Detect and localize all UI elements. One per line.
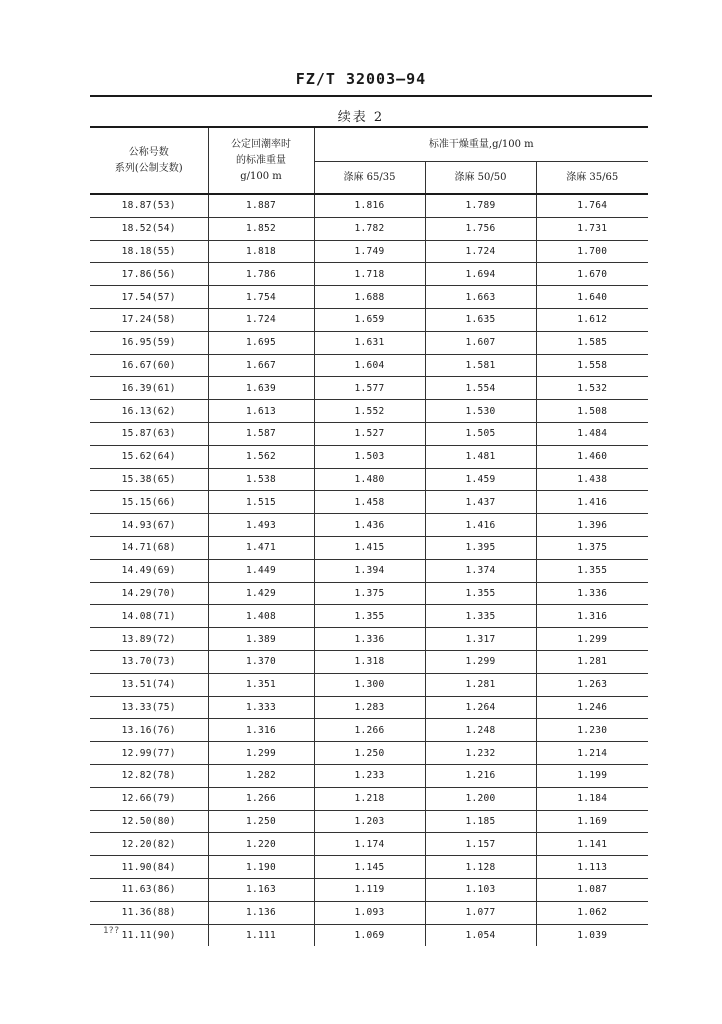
blend-65-35-cell: 1.458 <box>314 491 425 514</box>
blend-35-65-cell: 1.731 <box>536 217 648 240</box>
standard-weight-cell: 1.515 <box>208 491 314 514</box>
table-row <box>90 628 648 651</box>
table-row <box>90 764 648 787</box>
nominal-count-cell: 16.95(59) <box>90 331 208 354</box>
standard-weight-cell: 1.667 <box>208 354 314 377</box>
nominal-count-cell: 13.89(72) <box>90 628 208 651</box>
table-row <box>90 878 648 901</box>
blend-50-50-cell: 1.581 <box>425 354 536 377</box>
table-row <box>90 331 648 354</box>
nominal-count-cell: 14.71(68) <box>90 536 208 559</box>
page-number: 1?? <box>103 926 120 936</box>
blend-35-65-cell: 1.199 <box>536 764 648 787</box>
standard-weight-cell: 1.408 <box>208 605 314 628</box>
blend-35-65-cell: 1.532 <box>536 377 648 400</box>
blend-65-35-cell: 1.174 <box>314 833 425 856</box>
nominal-count-cell: 12.50(80) <box>90 810 208 833</box>
header-nominal-count-line2: 系列(公制支数) <box>114 162 183 174</box>
standard-weight-cell: 1.613 <box>208 400 314 423</box>
standard-weight-cell: 1.852 <box>208 217 314 240</box>
blend-50-50-cell: 1.607 <box>425 331 536 354</box>
table-row <box>90 217 648 240</box>
blend-50-50-cell: 1.481 <box>425 445 536 468</box>
blend-50-50-cell: 1.281 <box>425 673 536 696</box>
blend-35-65-cell: 1.612 <box>536 308 648 331</box>
standard-weight-cell: 1.754 <box>208 286 314 309</box>
standard-weight-cell: 1.163 <box>208 878 314 901</box>
blend-65-35-cell: 1.659 <box>314 308 425 331</box>
blend-65-35-cell: 1.375 <box>314 582 425 605</box>
nominal-count-cell: 11.63(86) <box>90 878 208 901</box>
standard-weight-cell: 1.282 <box>208 764 314 787</box>
blend-65-35-cell: 1.604 <box>314 354 425 377</box>
table-row <box>90 194 648 217</box>
nominal-count-cell: 16.39(61) <box>90 377 208 400</box>
table-row <box>90 514 648 537</box>
blend-50-50-cell: 1.374 <box>425 559 536 582</box>
blend-50-50-cell: 1.248 <box>425 719 536 742</box>
blend-65-35-cell: 1.355 <box>314 605 425 628</box>
table-row <box>90 354 648 377</box>
blend-65-35-cell: 1.631 <box>314 331 425 354</box>
nominal-count-cell: 14.08(71) <box>90 605 208 628</box>
standard-weight-cell: 1.389 <box>208 628 314 651</box>
blend-50-50-cell: 1.530 <box>425 400 536 423</box>
header-standard-weight-line1: 公定回潮率时 <box>231 138 291 150</box>
table-row <box>90 742 648 765</box>
table-row <box>90 833 648 856</box>
blend-35-65-cell: 1.184 <box>536 787 648 810</box>
table-row <box>90 696 648 719</box>
blend-50-50-cell: 1.459 <box>425 468 536 491</box>
table-row <box>90 719 648 742</box>
blend-50-50-cell: 1.077 <box>425 901 536 924</box>
header-standard-weight-line3: g/100 m <box>240 170 282 182</box>
nominal-count-cell: 12.20(82) <box>90 833 208 856</box>
table-row <box>90 810 648 833</box>
blend-35-65-cell: 1.246 <box>536 696 648 719</box>
blend-50-50-cell: 1.317 <box>425 628 536 651</box>
nominal-count-cell: 17.24(58) <box>90 308 208 331</box>
blend-65-35-cell: 1.718 <box>314 263 425 286</box>
blend-65-35-cell: 1.688 <box>314 286 425 309</box>
standard-weight-cell: 1.562 <box>208 445 314 468</box>
header-rule <box>90 95 652 97</box>
blend-35-65-cell: 1.113 <box>536 856 648 879</box>
blend-65-35-cell: 1.218 <box>314 787 425 810</box>
blend-50-50-cell: 1.232 <box>425 742 536 765</box>
table-row <box>90 673 648 696</box>
standard-weight-cell: 1.333 <box>208 696 314 719</box>
nominal-count-cell: 17.54(57) <box>90 286 208 309</box>
nominal-count-cell: 15.38(65) <box>90 468 208 491</box>
blend-65-35-cell: 1.336 <box>314 628 425 651</box>
nominal-count-cell: 13.70(73) <box>90 650 208 673</box>
standard-weight-cell: 1.695 <box>208 331 314 354</box>
header-nominal-count <box>90 127 208 194</box>
nominal-count-cell: 15.87(63) <box>90 422 208 445</box>
table-row <box>90 650 648 673</box>
blend-50-50-cell: 1.216 <box>425 764 536 787</box>
blend-50-50-cell: 1.157 <box>425 833 536 856</box>
nominal-count-cell: 18.18(55) <box>90 240 208 263</box>
standard-weight-cell: 1.786 <box>208 263 314 286</box>
table-row <box>90 856 648 879</box>
blend-65-35-cell: 1.283 <box>314 696 425 719</box>
table-row <box>90 263 648 286</box>
standard-weight-cell: 1.190 <box>208 856 314 879</box>
blend-35-65-cell: 1.416 <box>536 491 648 514</box>
blend-35-65-cell: 1.169 <box>536 810 648 833</box>
standard-weight-cell: 1.538 <box>208 468 314 491</box>
header-dry-weight-group: 标准干燥重量,g/100 m <box>314 127 648 162</box>
table-row <box>90 605 648 628</box>
blend-35-65-cell: 1.460 <box>536 445 648 468</box>
nominal-count-cell: 14.93(67) <box>90 514 208 537</box>
nominal-count-cell: 16.13(62) <box>90 400 208 423</box>
blend-35-65-cell: 1.484 <box>536 422 648 445</box>
blend-50-50-cell: 1.724 <box>425 240 536 263</box>
nominal-count-cell: 11.90(84) <box>90 856 208 879</box>
nominal-count-cell: 11.36(88) <box>90 901 208 924</box>
blend-65-35-cell: 1.503 <box>314 445 425 468</box>
blend-35-65-cell: 1.670 <box>536 263 648 286</box>
blend-50-50-cell: 1.437 <box>425 491 536 514</box>
nominal-count-cell: 13.33(75) <box>90 696 208 719</box>
standard-weight-cell: 1.111 <box>208 924 314 946</box>
table-row <box>90 924 648 946</box>
table-row <box>90 536 648 559</box>
blend-35-65-cell: 1.141 <box>536 833 648 856</box>
blend-35-65-cell: 1.396 <box>536 514 648 537</box>
blend-35-65-cell: 1.355 <box>536 559 648 582</box>
standard-weight-cell: 1.370 <box>208 650 314 673</box>
table-row <box>90 377 648 400</box>
blend-50-50-cell: 1.789 <box>425 194 536 217</box>
blend-35-65-cell: 1.700 <box>536 240 648 263</box>
nominal-count-cell: 11.11(90) <box>90 924 208 946</box>
table-row <box>90 582 648 605</box>
table-caption: 续表 2 <box>337 110 385 125</box>
blend-35-65-cell: 1.230 <box>536 719 648 742</box>
weight-table <box>90 126 648 946</box>
blend-65-35-cell: 1.250 <box>314 742 425 765</box>
table-row <box>90 240 648 263</box>
table-row <box>90 400 648 423</box>
nominal-count-cell: 12.99(77) <box>90 742 208 765</box>
nominal-count-cell: 14.29(70) <box>90 582 208 605</box>
table-row <box>90 445 648 468</box>
blend-35-65-cell: 1.438 <box>536 468 648 491</box>
blend-50-50-cell: 1.635 <box>425 308 536 331</box>
standard-weight-cell: 1.818 <box>208 240 314 263</box>
blend-65-35-cell: 1.266 <box>314 719 425 742</box>
blend-65-35-cell: 1.480 <box>314 468 425 491</box>
nominal-count-cell: 16.67(60) <box>90 354 208 377</box>
nominal-count-cell: 14.49(69) <box>90 559 208 582</box>
blend-50-50-cell: 1.185 <box>425 810 536 833</box>
nominal-count-cell: 18.87(53) <box>90 194 208 217</box>
nominal-count-cell: 15.62(64) <box>90 445 208 468</box>
nominal-count-cell: 12.66(79) <box>90 787 208 810</box>
standard-weight-cell: 1.351 <box>208 673 314 696</box>
standard-weight-cell: 1.493 <box>208 514 314 537</box>
blend-50-50-cell: 1.299 <box>425 650 536 673</box>
blend-50-50-cell: 1.416 <box>425 514 536 537</box>
blend-35-65-cell: 1.062 <box>536 901 648 924</box>
blend-65-35-cell: 1.145 <box>314 856 425 879</box>
blend-35-65-cell: 1.281 <box>536 650 648 673</box>
blend-35-65-cell: 1.585 <box>536 331 648 354</box>
nominal-count-cell: 18.52(54) <box>90 217 208 240</box>
standard-weight-cell: 1.316 <box>208 719 314 742</box>
standard-weight-cell: 1.724 <box>208 308 314 331</box>
standard-weight-cell: 1.136 <box>208 901 314 924</box>
blend-35-65-cell: 1.039 <box>577 929 608 941</box>
table-row <box>90 422 648 445</box>
header-blend-65-35: 涤麻 65/35 <box>314 162 425 195</box>
blend-35-65-cell: 1.375 <box>536 536 648 559</box>
blend-35-65-cell: 1.764 <box>536 194 648 217</box>
blend-65-35-cell: 1.300 <box>314 673 425 696</box>
standard-weight-cell: 1.220 <box>208 833 314 856</box>
blend-35-65-cell: 1.316 <box>536 605 648 628</box>
standard-weight-cell: 1.639 <box>208 377 314 400</box>
blend-50-50-cell: 1.264 <box>425 696 536 719</box>
table-row <box>90 308 648 331</box>
blend-65-35-cell: 1.318 <box>314 650 425 673</box>
blend-35-65-cell: 1.640 <box>536 286 648 309</box>
blend-35-65-cell: 1.263 <box>536 673 648 696</box>
standard-weight-cell: 1.449 <box>208 559 314 582</box>
nominal-count-cell: 17.86(56) <box>90 263 208 286</box>
blend-50-50-cell: 1.663 <box>425 286 536 309</box>
blend-35-65-cell: 1.336 <box>536 582 648 605</box>
table-row <box>90 901 648 924</box>
standard-weight-cell: 1.429 <box>208 582 314 605</box>
blend-50-50-cell: 1.103 <box>425 878 536 901</box>
blend-35-65-cell: 1.214 <box>536 742 648 765</box>
blend-65-35-cell: 1.577 <box>314 377 425 400</box>
blend-50-50-cell: 1.054 <box>425 924 536 946</box>
standard-weight-cell: 1.887 <box>208 194 314 217</box>
blend-50-50-cell: 1.355 <box>425 582 536 605</box>
blend-50-50-cell: 1.694 <box>425 263 536 286</box>
blend-35-65-cell: 1.299 <box>536 628 648 651</box>
blend-50-50-cell: 1.335 <box>425 605 536 628</box>
header-nominal-count-line1: 公称号数 <box>128 146 169 158</box>
blend-65-35-cell: 1.782 <box>314 217 425 240</box>
nominal-count-cell: 13.16(76) <box>90 719 208 742</box>
header-blend-35-65: 涤麻 35/65 <box>536 162 648 195</box>
blend-65-35-cell: 1.436 <box>314 514 425 537</box>
table-row <box>90 787 648 810</box>
standard-code: FZ/T 32003—94 <box>295 70 427 88</box>
nominal-count-cell: 13.51(74) <box>90 673 208 696</box>
blend-35-65-cell: 1.558 <box>536 354 648 377</box>
blend-50-50-cell: 1.128 <box>425 856 536 879</box>
header-standard-weight-line2: 的标准重量 <box>236 154 286 166</box>
blend-65-35-cell: 1.069 <box>314 924 425 946</box>
blend-65-35-cell: 1.394 <box>314 559 425 582</box>
blend-35-65-cell: 1.508 <box>536 400 648 423</box>
blend-65-35-cell: 1.233 <box>314 764 425 787</box>
standard-weight-cell: 1.250 <box>208 810 314 833</box>
table-body <box>90 194 648 946</box>
standard-weight-cell: 1.266 <box>208 787 314 810</box>
blend-50-50-cell: 1.756 <box>425 217 536 240</box>
header-blend-50-50: 涤麻 50/50 <box>425 162 536 195</box>
standard-weight-cell: 1.471 <box>208 536 314 559</box>
blend-65-35-cell: 1.816 <box>314 194 425 217</box>
blend-65-35-cell: 1.203 <box>314 810 425 833</box>
blend-65-35-cell: 1.093 <box>314 901 425 924</box>
nominal-count-cell: 12.82(78) <box>90 764 208 787</box>
blend-50-50-cell: 1.505 <box>425 422 536 445</box>
blend-35-65-cell: 1.087 <box>536 878 648 901</box>
table-row <box>90 491 648 514</box>
blend-65-35-cell: 1.415 <box>314 536 425 559</box>
standard-weight-cell: 1.587 <box>208 422 314 445</box>
blend-50-50-cell: 1.200 <box>425 787 536 810</box>
blend-65-35-cell: 1.552 <box>314 400 425 423</box>
nominal-count-cell: 15.15(66) <box>90 491 208 514</box>
header-standard-weight <box>208 127 314 194</box>
blend-65-35-cell: 1.527 <box>314 422 425 445</box>
blend-50-50-cell: 1.554 <box>425 377 536 400</box>
table-row <box>90 468 648 491</box>
table-row <box>90 286 648 309</box>
blend-65-35-cell: 1.749 <box>314 240 425 263</box>
blend-50-50-cell: 1.395 <box>425 536 536 559</box>
standard-weight-cell: 1.299 <box>208 742 314 765</box>
table-row <box>90 559 648 582</box>
blend-65-35-cell: 1.119 <box>314 878 425 901</box>
